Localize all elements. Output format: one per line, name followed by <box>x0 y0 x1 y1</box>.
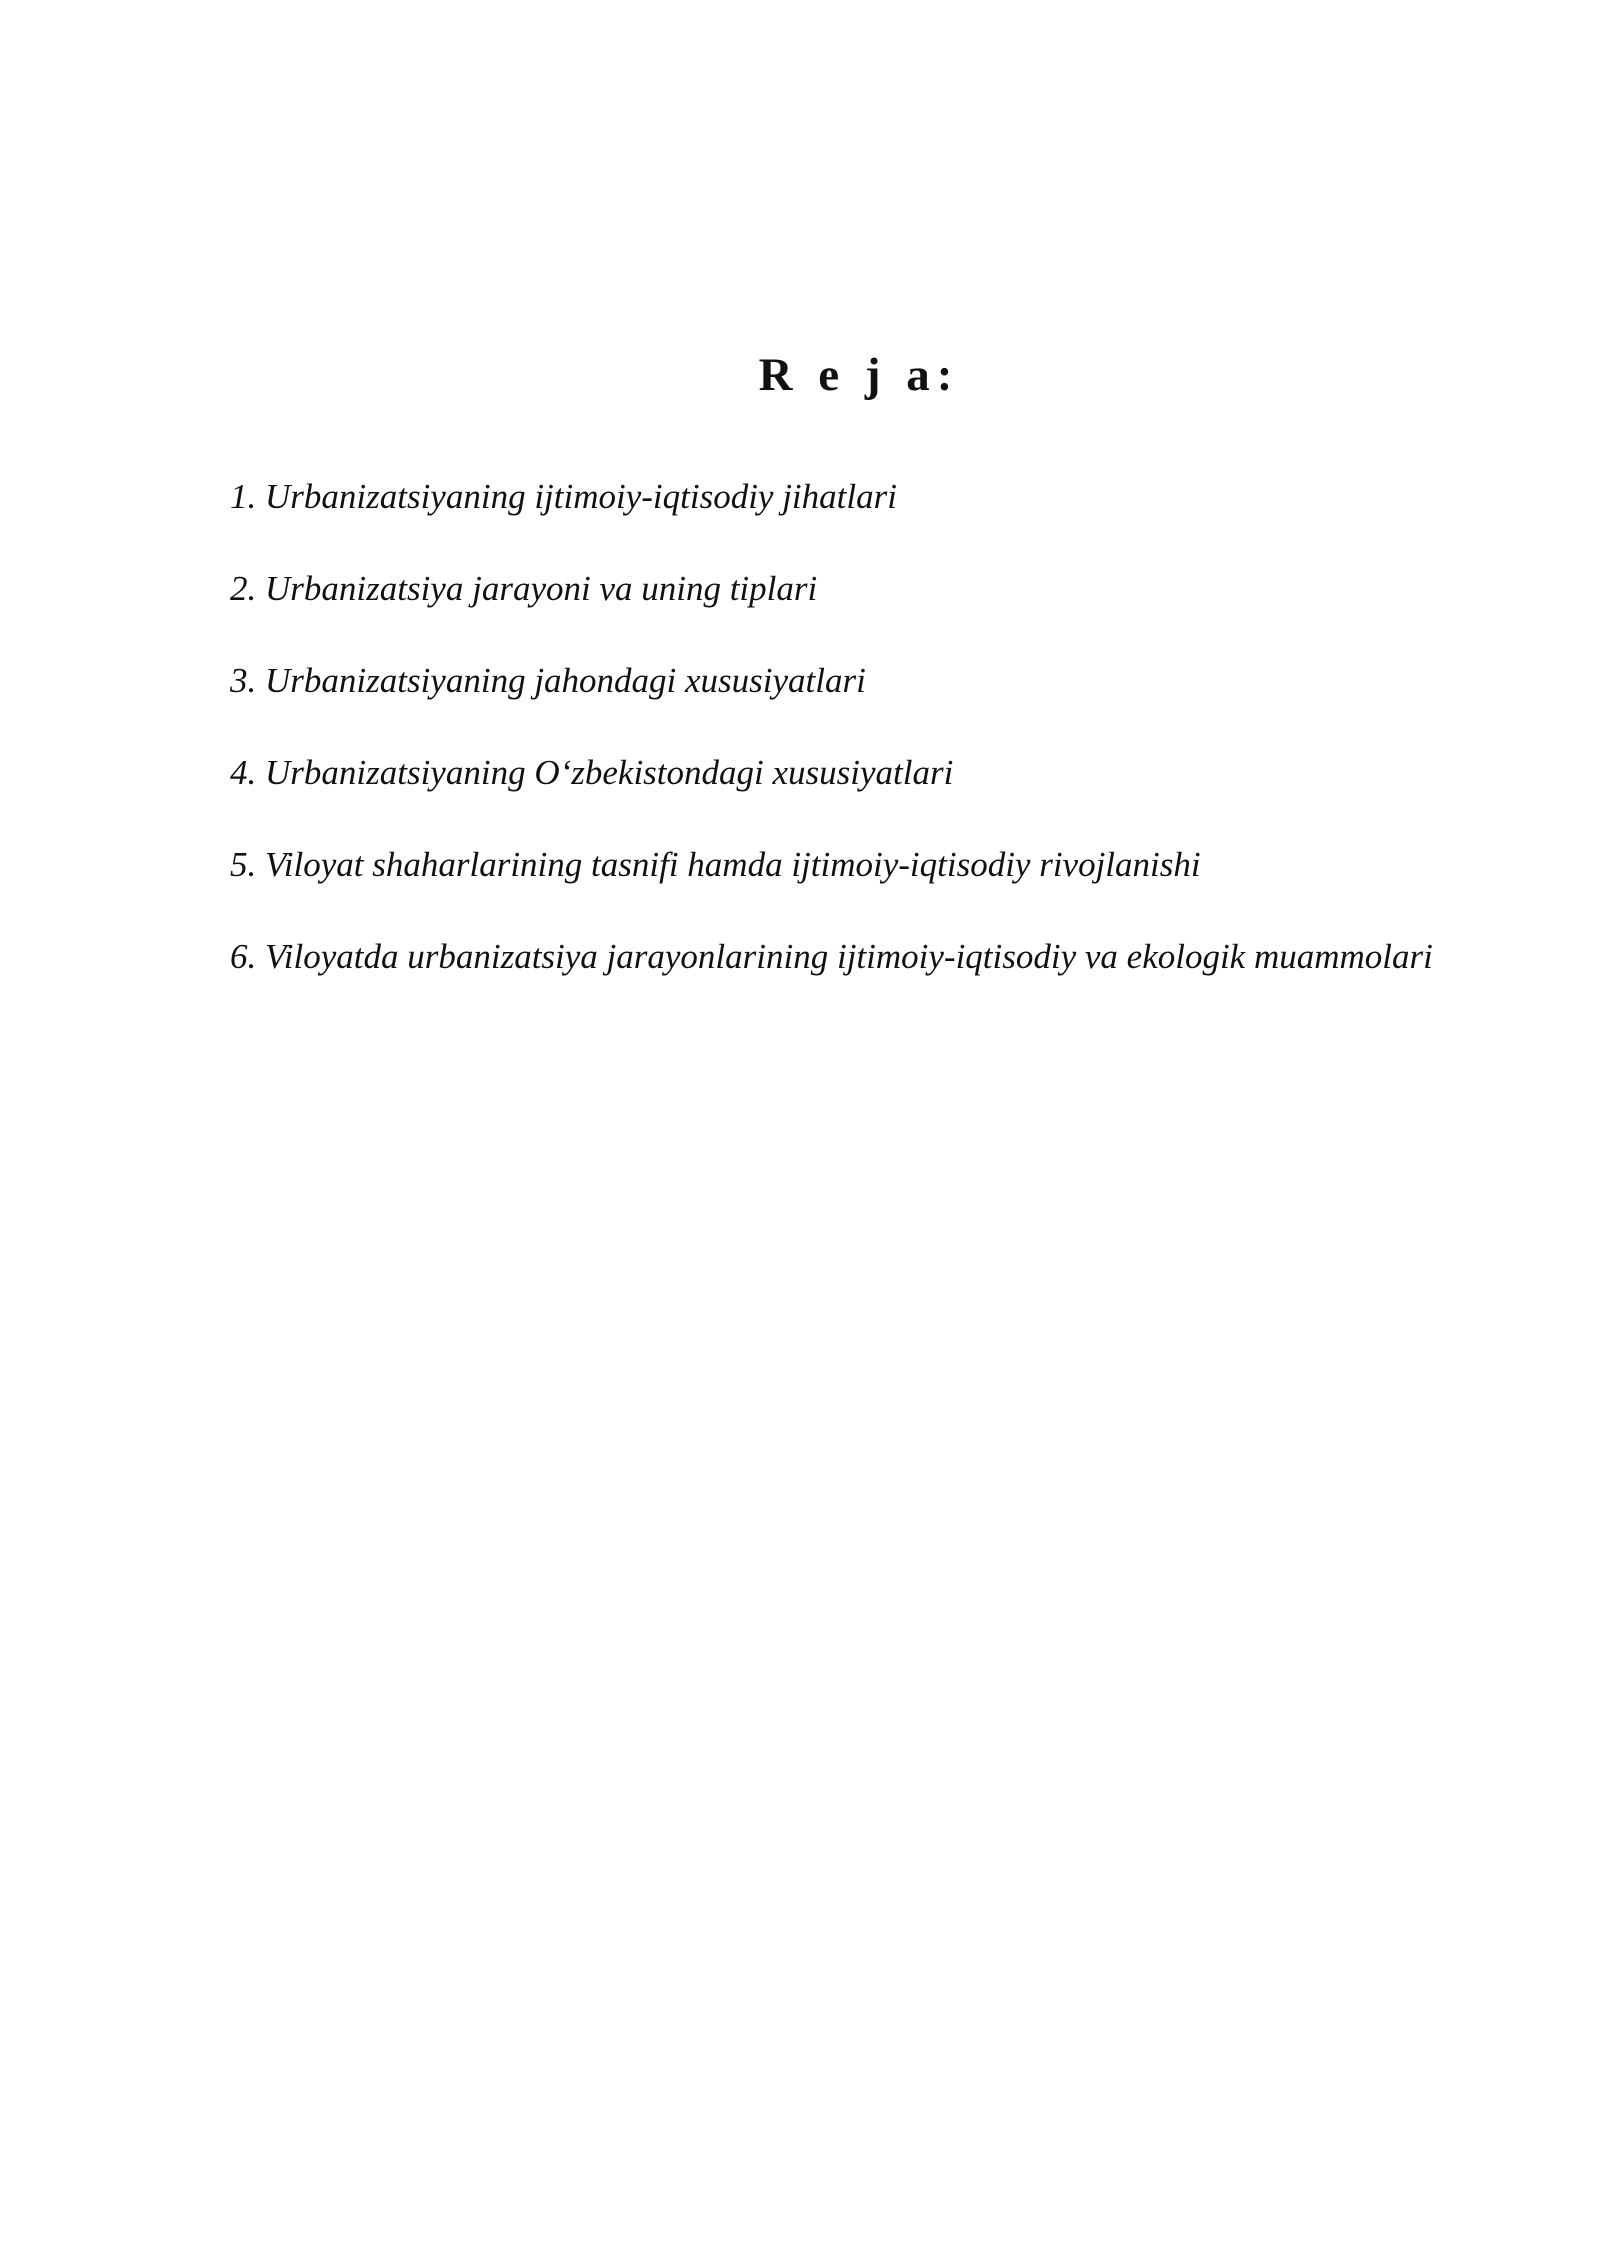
plan-list <box>230 464 1494 1016</box>
plan-item-5: 5. Viloyat shaharlarining tasnifi hamda ijtimoiy-iqtisodiy rivojlanishi <box>230 845 1201 884</box>
plan-item-2: 2. Urbanizatsiya jarayoni va uning tiplari <box>230 569 818 608</box>
plan-item-1: 1. Urbanizatsiyaning ijtimoiy-iqtisodiy jihatlari <box>230 477 897 516</box>
plan-item-4: 4. Urbanizatsiyaning O‘zbekistondagi xususiyatlari <box>230 753 954 792</box>
plan-item-3: 3. Urbanizatsiyaning jahondagi xususiyatlari <box>230 661 866 700</box>
plan-heading: R e j a: <box>758 349 960 401</box>
plan-item-6: 6. Viloyatda urbanizatsiya jarayonlarining ijtimoiy-iqtisodiy va ekologik muammolari <box>230 937 1433 976</box>
